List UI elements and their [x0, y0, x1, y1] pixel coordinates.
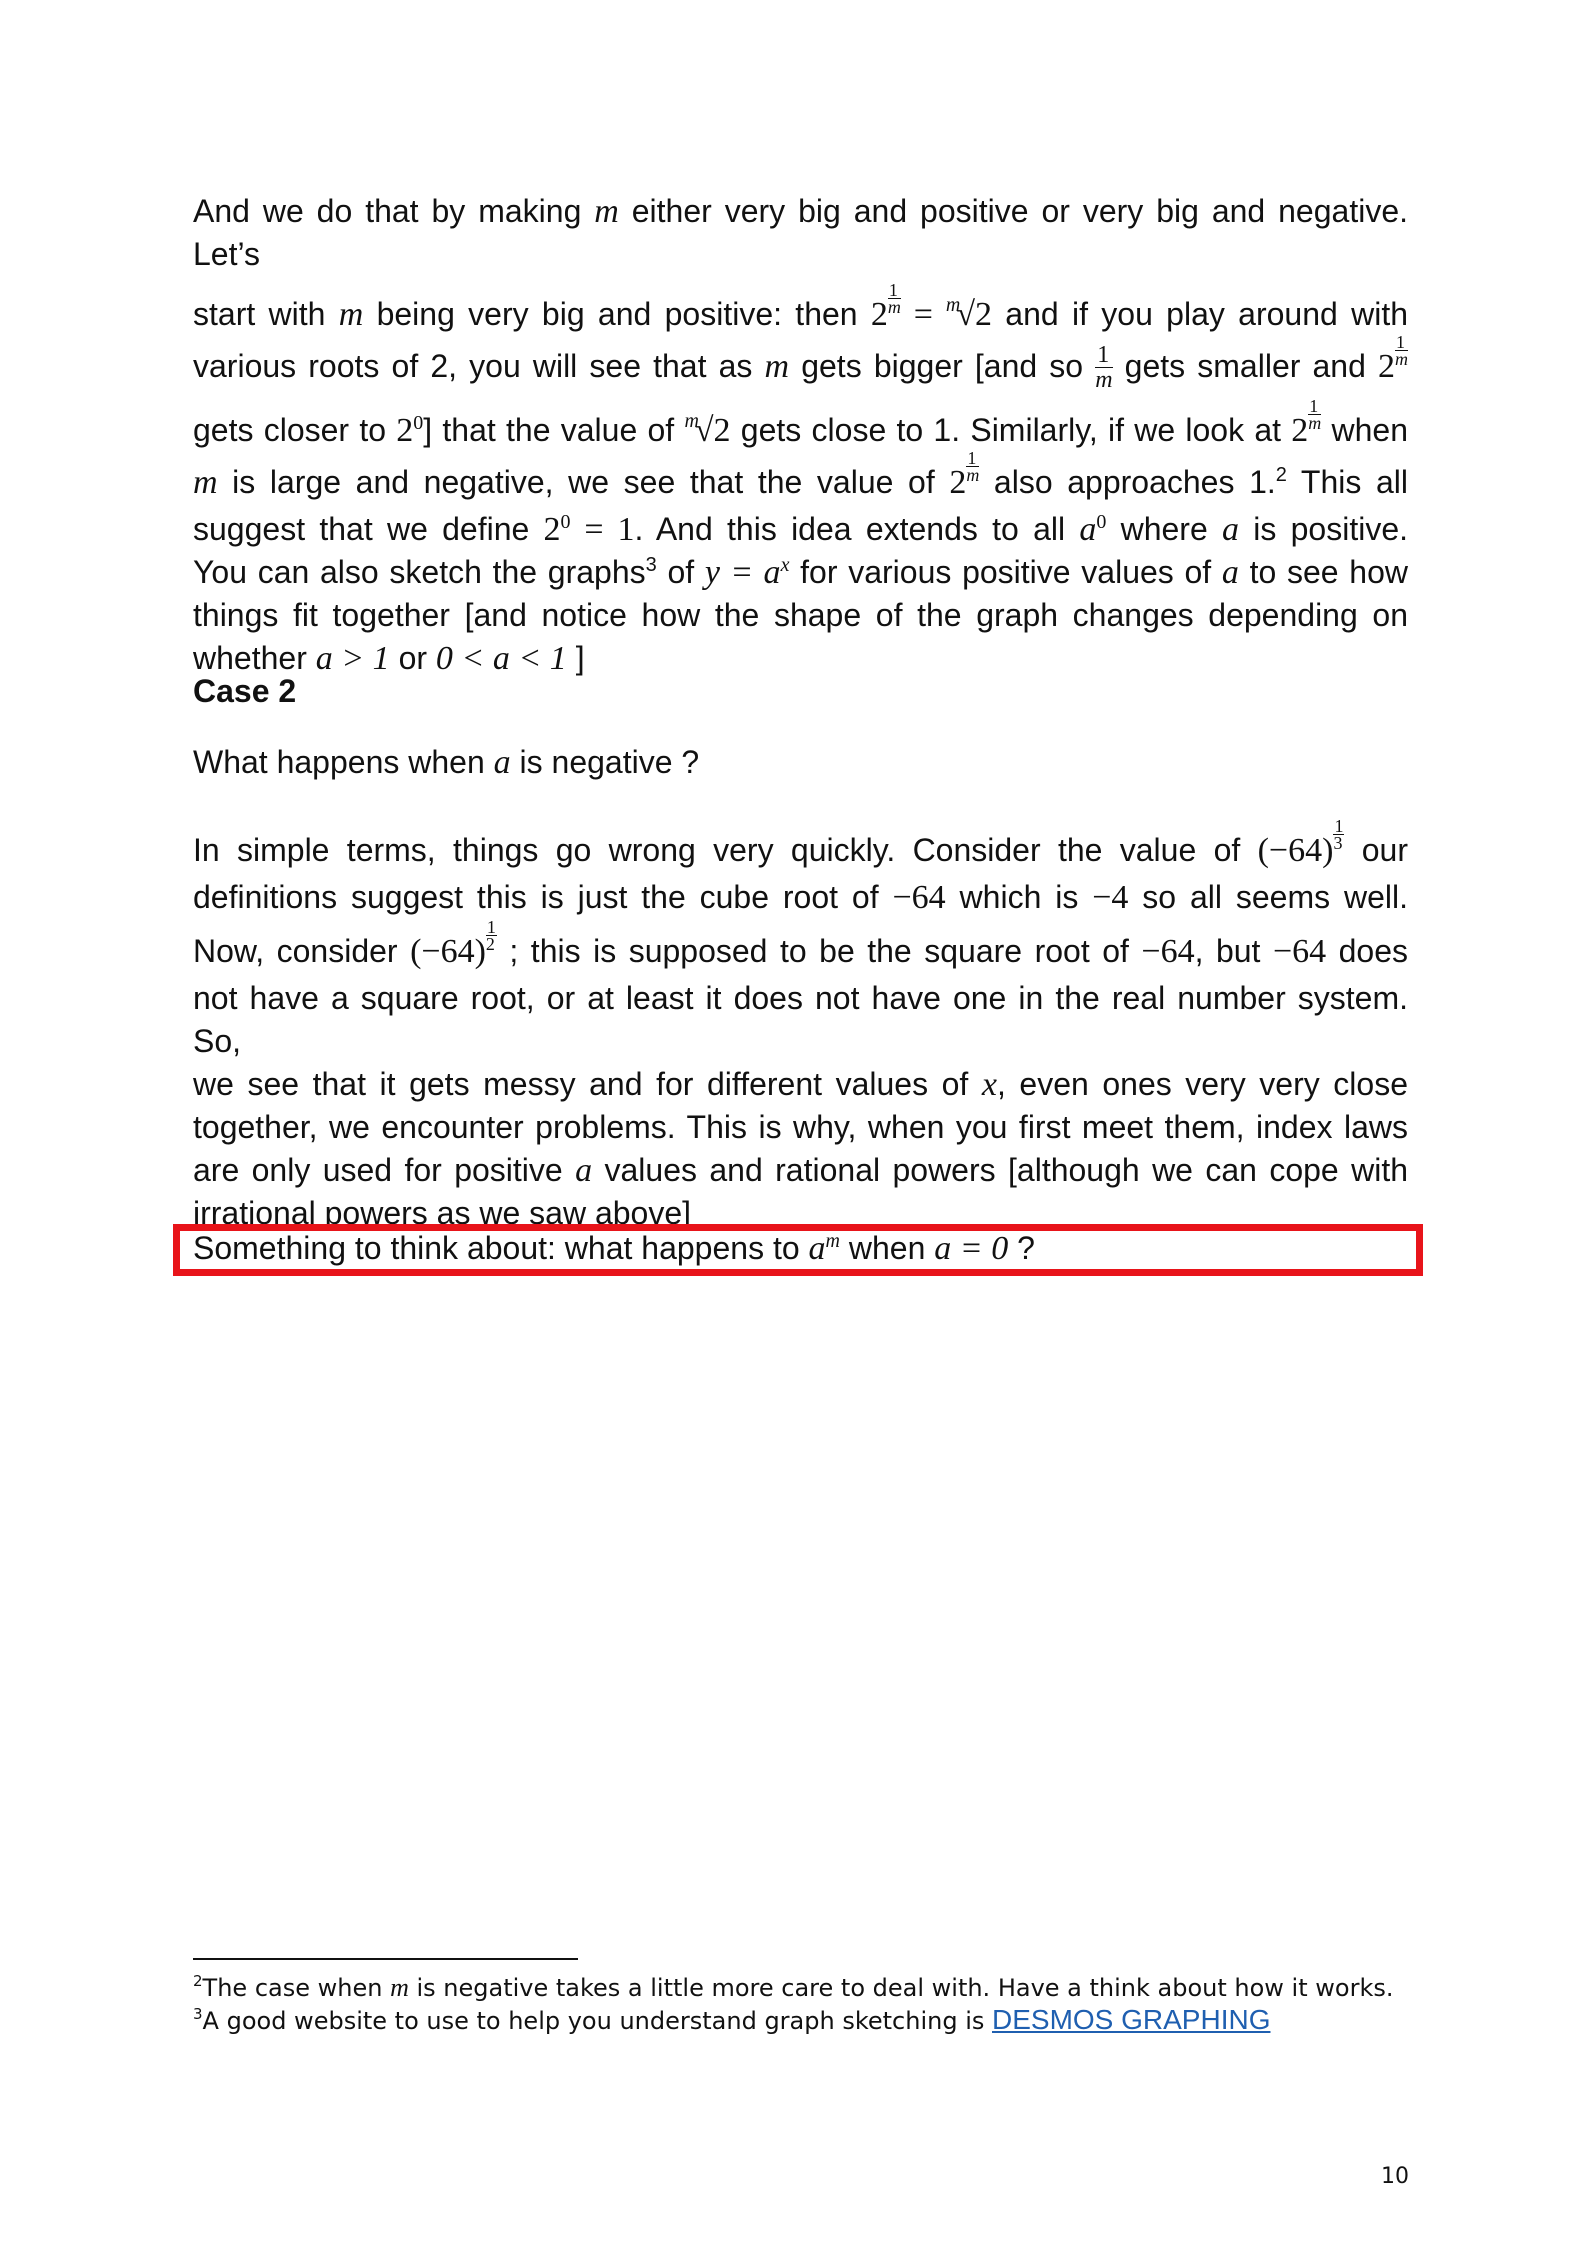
- p2-line-5: we see that it gets messy and for different values of x, even ones very very close: [193, 1066, 1409, 1103]
- p2-line-4: not have a square root, or at least it does not have one in the real number system. So,: [193, 980, 1408, 1059]
- p1-line-4: gets closer to $2^0$] that the value of $^m$√2 gets close to 1. Similarly, if we look at 2 $\frac{1}{m}$ when: [193, 396, 1409, 449]
- case-2-heading: Case 2: [193, 673, 297, 709]
- p1-line-8: things fit together [and notice how the shape of the graph changes depending on: [193, 597, 1408, 633]
- paragraph-2: [193, 818, 1408, 1235]
- p1-line-9: whether a > 1 or 0 < a < 1 ]: [193, 640, 585, 677]
- p1-line-2: start with m being very big and positive: then 2 $\frac{1}{m}$ = $^m$√2 and if you play around with: [193, 280, 1409, 333]
- p1-line-3: various roots of 2, you will see that as m gets bigger [and so $\frac{1}{m}$ gets smaller and 2 $\frac{1}{m}$: [193, 332, 1409, 393]
- case-2-question: What happens when a is negative ?: [193, 744, 700, 781]
- p2-line-1: In simple terms, things go wrong very quickly. Consider the value of (−64) $\frac{1}{3}$ our: [193, 816, 1409, 869]
- p1-line-7: You can also sketch the graphs$^3$ of $y = a^x$ for various positive values of a to see how: [193, 554, 1409, 591]
- callout-text: Something to think about: what happens to $a^m$ when a = 0 ?: [193, 1230, 1035, 1267]
- p1-line-5: m is large and negative, we see that the value of 2 $\frac{1}{m}$ also approaches 1.$^2$ This all: [193, 448, 1409, 501]
- footnote-ref-3[interactable]: 3: [645, 554, 657, 576]
- p2-line-8: irrational powers as we saw above]: [193, 1195, 692, 1231]
- p1-line-1: And we do that by making m either very big and positive or very big and negative. Let’s: [193, 193, 1409, 272]
- page-number: 10: [1381, 2164, 1409, 2189]
- desmos-link[interactable]: DESMOS GRAPHING: [992, 2004, 1271, 2035]
- p2-line-7: are only used for positive a values and rational powers [although we can cope with: [193, 1152, 1409, 1189]
- p1-line-6: suggest that we define $2^0 = 1$. And this idea extends to all $a^0$ where a is positive.: [193, 511, 1408, 548]
- p2-line-3: Now, consider (−64) $\frac{1}{2}$ ; this is supposed to be the square root of −64, but −64 does: [193, 917, 1409, 970]
- footnote-3: $^3$A good website to use to help you understand graph sketching is DESMOS GRAPHING: [193, 2004, 1271, 2035]
- paragraph-1: [193, 190, 1408, 680]
- p2-line-6: together, we encounter problems. This is why, when you first meet them, index laws: [193, 1109, 1408, 1145]
- footnote-separator: [193, 1958, 578, 1960]
- p2-line-2: definitions suggest this is just the cube root of −64 which is −4 so all seems well.: [193, 879, 1409, 916]
- footnote-ref-2[interactable]: 2: [1275, 464, 1287, 486]
- footnote-2: $^2$The case when m is negative takes a little more care to deal with. Have a think about how it works.: [193, 1972, 1394, 2002]
